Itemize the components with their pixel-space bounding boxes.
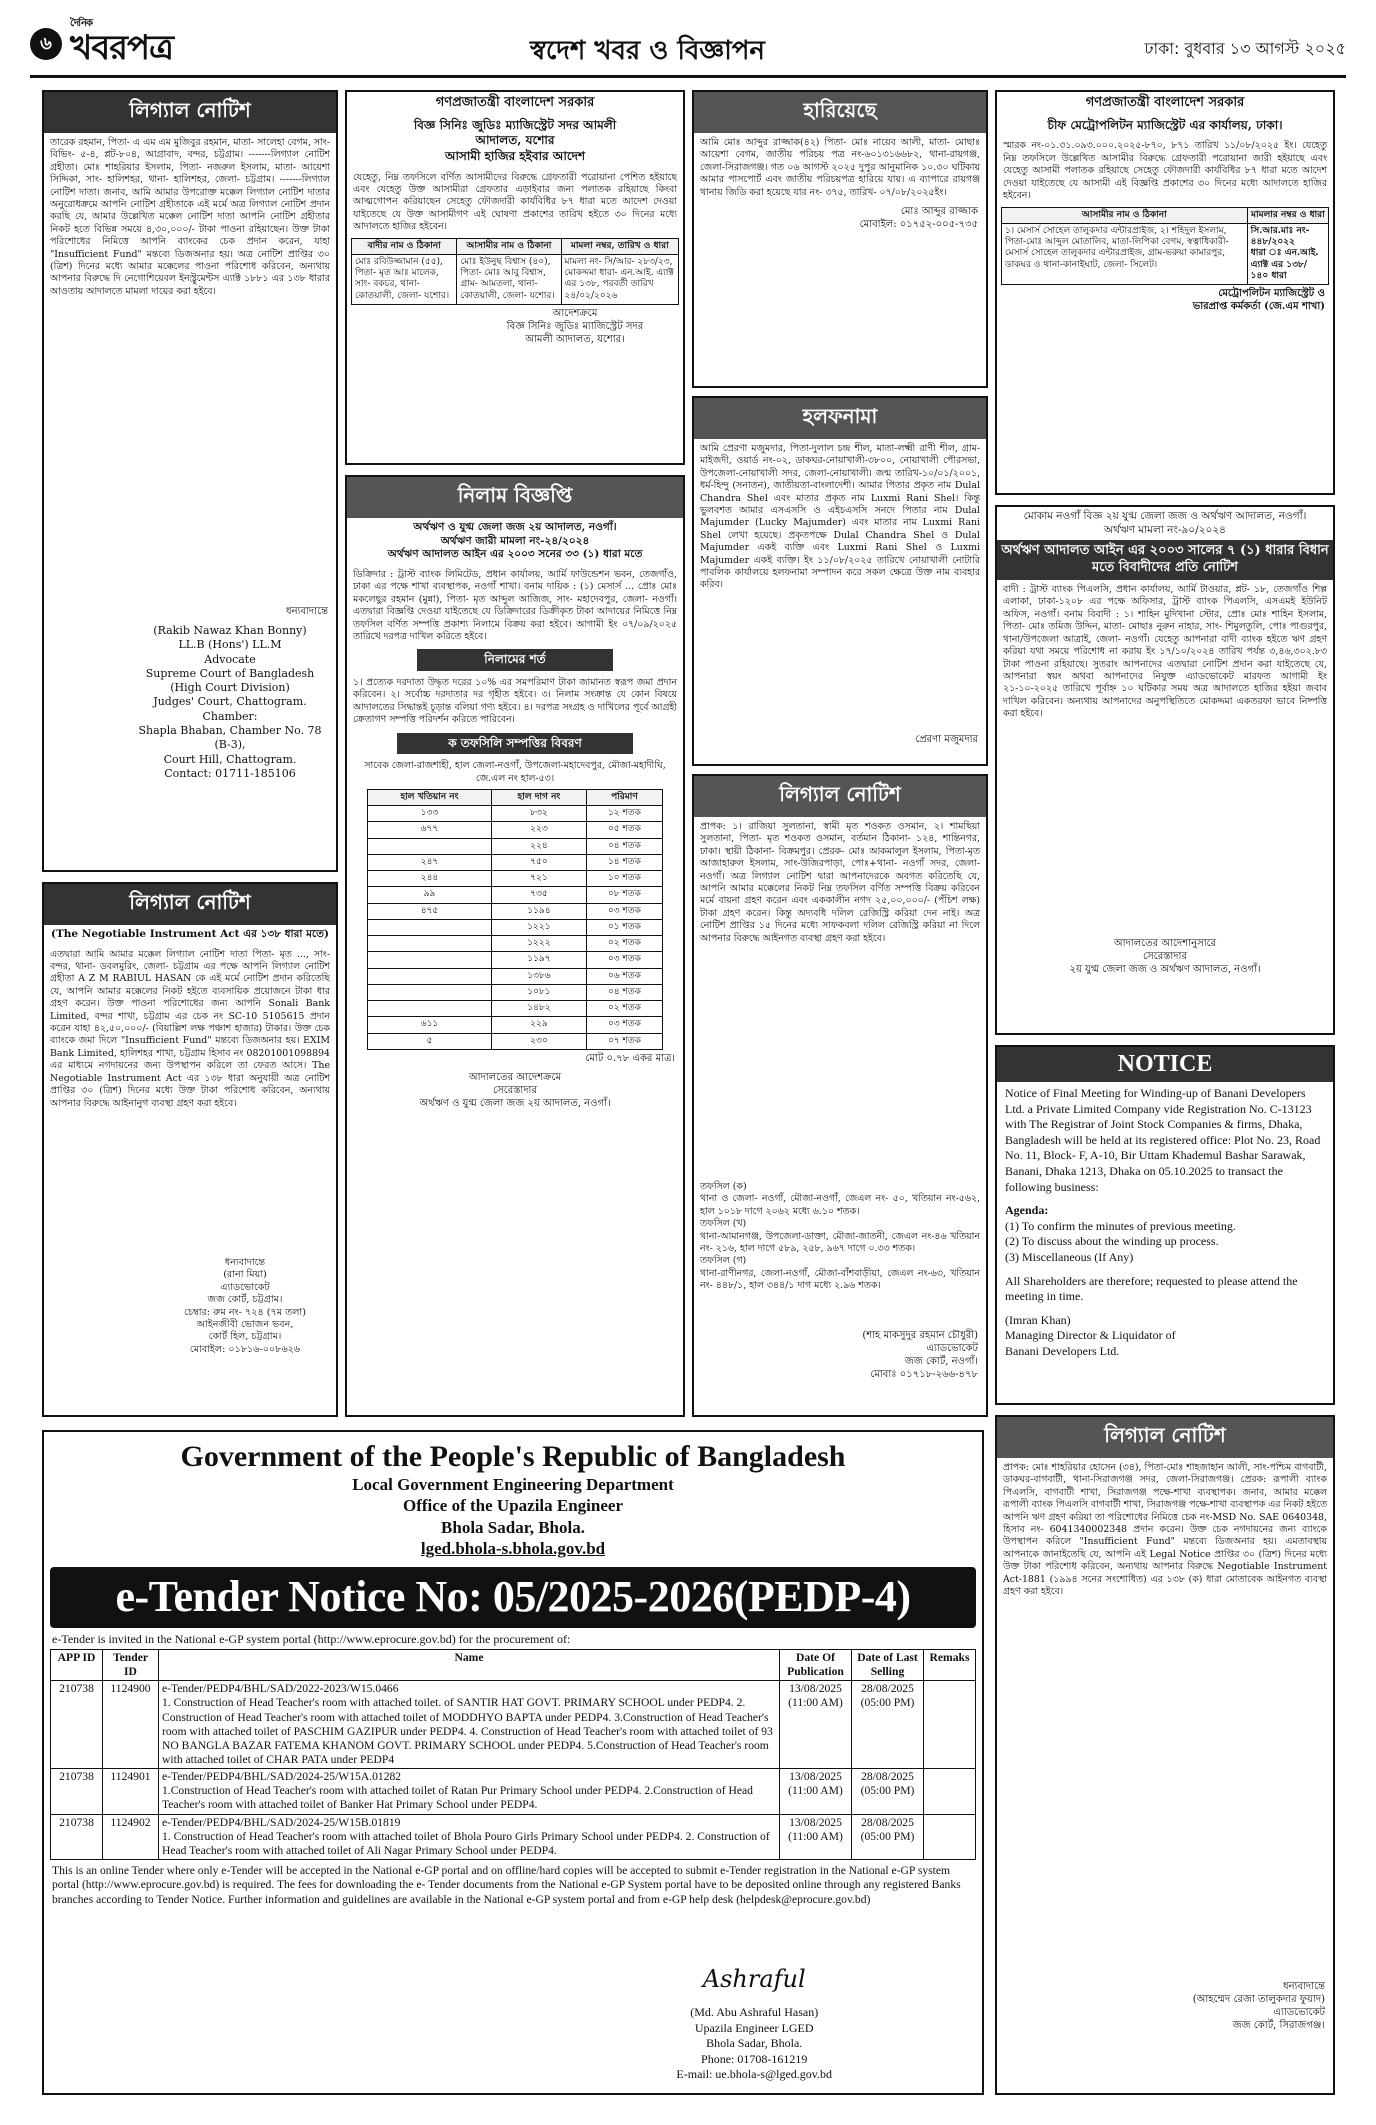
notice-title: NOTICE bbox=[997, 1047, 1333, 1082]
tender-intro: e-Tender is invited in the National e-GP system portal (http://www.eprocure.gov.bd) for the procurement of: bbox=[52, 1632, 571, 1646]
tender-header-name: Name bbox=[159, 1650, 780, 1681]
tender-cell-remarks bbox=[924, 1769, 976, 1814]
tender-gov-title: Government of the People's Republic of Bangladesh bbox=[180, 1440, 846, 1473]
schedule-header: পরিমাণ bbox=[586, 789, 662, 805]
schedule-cell: ০৮ শতক bbox=[586, 887, 662, 903]
tender-row bbox=[51, 1769, 976, 1814]
legal-notice-4-body: প্রাপক: মোঃ শাহরিয়ার হোসেন (৩৪), পিতা-মোঃ শাহজাহান আলী, সাং-পশ্চিম বাগবাটী, ডাকঘর-বাগবাটী, থানা-সিরাজগঞ্জ সদর, জেলা-সিরাজগঞ্জ। প্রেরক: রূপালী ব্যাংক পিএলসি, বাগবাটী শাখা, সিরাজগঞ্জ পক্ষে-শাখা ব্যবস্থাপক। জনাব, আমার মক্কেল রূপালী ব্যাংক পিএলসি বাগবাটী শাখা, সিরাজগঞ্জ পক্ষে-শাখা ব্যবস্থাপক এর নিকট হইতে আপনি ঋণ গ্রহণ করিয়া তা পরিশোধের নিমিত্তে চেক নং-MSD No. SAE 0640348, হিসাব নং- 6041340002348 প্রদান করেন। উক্ত চেক নগদায়নের জন্য ব্যাংকে উপস্থাপন করিলে "Insufficient Fund" মন্তব্যে ডিজঅনার হয়। এমতাবস্থায় আপনাকে জানাইতেছি যে, আপনি এই Legal Notice প্রাপ্তির ৩০ (ত্রিশ) দিনের মধ্যে উক্ত টাকা পরিশোধ করিবেন, অন্যথায় আপনার বিরুদ্ধে Negotiable Instrument Act-1881 (১৯৯৪ সনের সংশোধিত) এর ১৩৮ (ক) ধারা মোতাবেক আইনগত ব্যবস্থা গ্রহণ করা হইবে। bbox=[1003, 1462, 1327, 1598]
schedule-cell: ০৬ শতক bbox=[586, 968, 662, 984]
schedule-cell: ১৩৩ bbox=[368, 806, 492, 822]
legal-notice-1 bbox=[42, 90, 338, 872]
lost-notice-body: আমি মোঃ আব্দুর রাজ্জাক(৪২) পিতা- মোঃ নায়েব আলী, মাতা- মোছাঃ আয়েশা বেগম, জাতীয় পরিচয় পত্র নং-৬০১৩১৬৬৮২, থানা-রায়গঞ্জ, জেলা-সিরাজগঞ্জ। গত ০৬ আগস্ট ২০২৫ দুপুর আনুমানিক ১০.৩০ ঘটিকায় আমার পাসপোর্ট এবং জাতীয় পরিচয়পত্র হারিয়ে যায়। এ ব্যাপারে রায়গঞ্জ থানায় জিডি করা হয়েছে যার নং- ৩৭৫, তারিখ- ০৭/০৮/২০২৫ইং। bbox=[700, 137, 980, 198]
court-summons-signature: আদেশক্রমে বিজ্ঞ সিনিঃ জুডিঃ ম্যাজিস্ট্রেট সদর আমলী আদালত, যশোর। bbox=[506, 307, 644, 345]
schedule-cell bbox=[368, 984, 492, 1000]
tender-header-app-id: APP ID bbox=[51, 1650, 103, 1681]
tender-signature-block bbox=[676, 1965, 832, 2083]
schedule-row bbox=[368, 968, 663, 984]
auction-notice-subtitle: অর্থঋণ ও যুগ্ম জেলা জজ ২য় আদালত, নওগাঁ। অর্থঋণ জারী মামলা নং-২৪/২০২৪ অর্থঋণ আদালত আইন এর ২০০৩ সনের ৩৩ (১) ধারা মতে bbox=[387, 521, 643, 561]
auction-signature: আদালতের আদেশক্রমে সেরেস্তাদার অর্থঋণ ও যুগ্ম জেলা জজ ২য় আদালত, নওগাঁ। bbox=[419, 1071, 611, 1109]
dateline: ঢাকা: বুধবার ১৩ আগস্ট ২০২৫ bbox=[1144, 39, 1346, 58]
legal-notice-4-signature: ধন্যবাদান্তে (আহম্মেদ রেজা তালুকদার ফুয়াদ) এ্যাডভোকেট জজ কোর্ট, সিরাজগঞ্জ। bbox=[1192, 1981, 1325, 2031]
notice-tail: All Shareholders are therefore; requested to please attend the meeting in time. bbox=[1005, 1273, 1298, 1304]
masthead bbox=[30, 18, 1346, 78]
metro-table-cell: সি.আর.মাঃ নং- ৪৪৮/২০২২ ধারা ঃ এন.আই. এ্যাক্ট এর ১৩৮/ ১৪০ ধারা bbox=[1247, 223, 1328, 284]
schedule-cell: ০৪ শতক bbox=[586, 984, 662, 1000]
legal-notice-3-title: লিগ্যাল নোটিশ bbox=[694, 776, 986, 817]
tender-office: Office of the Upazila Engineer bbox=[402, 1496, 623, 1516]
schedule-cell: ০৩ শতক bbox=[586, 1017, 662, 1033]
metro-body: স্মারক নং-০১.৩১.০৯৩.০০০.২০২৫-৮৭০, ৮৭১ তারিখ ১১/০৮/২০২৫ ইং। যেহেতু নিম্ন তফসিলে উল্লেখিত আসামীর বিরুদ্ধে গ্রেফতারী পরোয়ানা জারী হইয়াছে এবং যেহেতু আসামী পলাতক রহিয়াছে সেহেতু ফৌজদারী কার্যবিধির ৮৭ ধারা মতে আদেশ দেওয়া যাইতেছে যে আসামী এই বিজ্ঞপ্তি প্রকাশের ৩০ দিনের মধ্যে আদালতে হাজির হইবেন। bbox=[1003, 140, 1327, 202]
notice-agenda-title: Agenda: bbox=[1005, 1203, 1049, 1218]
schedule-cell: ১২২২ bbox=[491, 936, 586, 952]
legal-notice-3-schedule: তফসিল (ক) থানা ও জেলা- নওগাঁ, মৌজা-নওগাঁ, জেএল নং- ৫০, খতিয়ান নং-৫৬২, হাল ১০১৮ দাগে ২০৬২ মধ্যে ৬.১০ শতক। তফসিল (খ) থানা-আমানগঞ্জ, উপজেলা-ডাক্তা, মৌজা-জাতনী, জেএল নং-৪৬ খতিয়ান নং- ২১৬, হাল দাগে ৫৮৯, ২৫৮, ৯৬৭ দাগে ০.৩৩ শতক। তফসিল (গ) থানা-রাণীনগর, জেলা-নওগাঁ, মৌজা-বাঁশবাড়ীয়া, জেএল নং-৬৩, খতিয়ান নং- ৪৪৮/১, হাল ৩৪৪/১ দাগ মধ্যে ২.৯৬ শতক। bbox=[700, 1181, 980, 1292]
legal-notice-4-title: লিগ্যাল নোটিশ bbox=[997, 1417, 1333, 1458]
court-summons bbox=[345, 90, 685, 465]
tender-cell-tender-id: 1124901 bbox=[103, 1769, 159, 1814]
schedule-cell: ১৪৮২ bbox=[491, 1001, 586, 1017]
schedule-row bbox=[368, 1033, 663, 1049]
tender-cell-name: e-Tender/PEDP4/BHL/SAD/2022-2023/W15.0466 1. Construction of Head Teacher's room with attached toilet. of SANTIR HAT GOVT. PRIMARY SCHOOL under PEDP4. 2. Construction of Head Teacher's room with attached toilet of MODDHYO BAPTA under PEDP4. 3.Construction of Head Teacher's room with attached toilet of PASCHIM GAZIPUR under PEDP4. 4. Construction of Head Teacher's room with attached toilet of 93 NO BANGLA BAZAR FATEMA KHANOM GOVT. PRIMARY SCHOOL under PEDP4. 5.Construction of Head Teacher's room with attached toilet of CHAR PATA under PEDP4 bbox=[159, 1681, 780, 1769]
schedule-row bbox=[368, 952, 663, 968]
artha-body: বাদী : ট্রাস্ট ব্যাংক পিএলসি, প্রধান কার্যালয়, আর্মি টাওয়ার, প্লট- ১৮, তেজগাঁও শিল্প এলাকা, ঢাকা-১২০৮ এর পক্ষে অফিসার, ট্রাস্ট ব্যাংক পিএলসি, এসএমই ইউনিট অফিস, নওগাঁ। বনাম বিবাদী : ১। শাহিন মুদিখানা স্টোর, প্রোঃ মোঃ শাহিন ইসলাম, পিতা- মোঃ তমিজ উদ্দিন, মাতা- মোছাঃ নুরুন নাহার, সাং- শিমুলতুলি, পোঃ পাগুরপুর, থানা/উপজেলা আত্রাই, জেলা- নওগাঁ। যেহেতু আপনারা বাদী ব্যাংক হইতে ঋণ গ্রহণ করিয়া যথা সময়ে পরিশোধ না করায় ইং ১৭/১০/২০২৪ তারিখ পর্যন্ত ৩,৪৬,৩০২.৮৩ টাকা পাওনা রহিয়াছে। সুতরাং আপনাদের এতদ্বারা নোটিশ প্রদান করা যাইতেছে যে, আপনারা স্বয়ং অথবা আপনাদের নিযুক্ত এ্যাডভোকেট মারফত আগামী ইং ২১-১০-২০২৫ তারিখে পূর্বাহ্ন ১০ ঘটিকার সময় অত্র আদালতে হাজির হইয়া জবাব দাখিল করিবেন। অন্যথায় আপনাদের অনুপস্থিতিতে মোকদ্দমা একতরফা ভাবে নিষ্পত্তি করা হইবে। bbox=[1003, 584, 1327, 720]
tender-cell-tender-id: 1124900 bbox=[103, 1681, 159, 1769]
tender-cell-app-id: 210738 bbox=[51, 1769, 103, 1814]
auction-notice bbox=[345, 475, 685, 1417]
notice-winding-up bbox=[995, 1045, 1335, 1405]
page-number: ৬ bbox=[30, 28, 62, 60]
legal-notice-3-signature: (শাহ মাকসুদুর রহমান চৌধুরী) এ্যাডভোকেট জজ কোর্ট, নওগাঁ। মোবাঃ ০১৭১৮-২৬৬-৪৭৮ bbox=[862, 1330, 978, 1380]
schedule-row bbox=[368, 936, 663, 952]
tender-cell-app-id: 210738 bbox=[51, 1681, 103, 1769]
schedule-cell: ০৪ শতক bbox=[586, 838, 662, 854]
schedule-cell: ১১৯৪ bbox=[491, 903, 586, 919]
schedule-cell: ৮৩২ bbox=[491, 806, 586, 822]
legal-notice-3 bbox=[692, 774, 988, 1417]
legal-notice-2 bbox=[42, 882, 338, 1417]
legal-notice-1-sig-label: ধন্যবাদান্তে bbox=[285, 606, 328, 617]
schedule-cell bbox=[368, 919, 492, 935]
schedule-cell bbox=[368, 838, 492, 854]
court-table-cell: মামলা নং- সি/আর- ২৮৩/২৩, মোকদ্দমা ধারা- এন.আই. এ্যাক্ট এর ১৩৮, পরবর্তী তারিখ ২৪/০২/২০২৬ bbox=[561, 254, 678, 304]
schedule-row bbox=[368, 919, 663, 935]
court-table-header: আসামীর নাম ও ঠিকানা bbox=[457, 238, 561, 254]
schedule-cell: ৪৭৫ bbox=[368, 903, 492, 919]
notice-agenda-item: (2) To discuss about the winding up process. bbox=[1005, 1234, 1219, 1249]
schedule-cell: ১২২১ bbox=[491, 919, 586, 935]
schedule-cell: ৯৯ bbox=[368, 887, 492, 903]
schedule-cell: ০৩ শতক bbox=[586, 952, 662, 968]
metro-table-cell: ১। মেসার্স সোহেল তালুকদার এন্টারপ্রাইজ, ২। শহিদুল ইসলাম, পিতা-মোঃ আব্দুল মোতালিব, মাতা-লিপিকা বেগম, স্বত্বাধিকারী- মেসার্স সোহেল তালুকদার এন্টারপ্রাইজ, গ্রাম-ভরুয়া কামারপুর, ডাকঘর ও থানা-কানাইঘাট, জেলা- সিলেট। bbox=[1002, 223, 1248, 284]
tender-cell-app-id: 210738 bbox=[51, 1814, 103, 1859]
notice-body: Notice of Final Meeting for Winding-up of Banani Developers Ltd. a Private Limited Company vide Registration No. C-13123 with The Registrar of Joint Stock Companies & firms, Dhaka, Bangladesh will be held at its registered office: Plot No. 23, Road No. 11, Block- F, A-10, Bir Uttam Khademul Bashar Sarawak, Banani, Dhaka 1213, Dhaka on 05.10.2025 to transact the following business: bbox=[1005, 1086, 1321, 1194]
legal-notice-1-signature: (Rakib Nawaz Khan Bonny) LL.B (Hons') LL.M Advocate Supreme Court of Bangladesh (High Court Division) Judges' Court, Chattogram. Chamber: Shapla Bhaban, Chamber No. 78 (B-3), Court Hill, Chattogram. Contact: 01711-185106 bbox=[138, 624, 322, 780]
schedule-cell: ১০৮১ bbox=[491, 984, 586, 1000]
schedule-cell: ১১৯৭ bbox=[491, 952, 586, 968]
affidavit-title: হলফনামা bbox=[694, 398, 986, 439]
artha-signature: আদালতের আদেশানুসারে সেরেস্তাদার ২য় যুগ্ম জেলা জজ ও অর্থঋণ আদালত, নওগাঁ। bbox=[1069, 938, 1261, 976]
tender-cell-last: 28/08/2025 (05:00 PM) bbox=[852, 1769, 924, 1814]
schedule-cell: ০৩ শতক bbox=[586, 903, 662, 919]
schedule-cell: ০২ শতক bbox=[586, 936, 662, 952]
metro-table bbox=[1001, 207, 1329, 286]
tender-cell-pub: 13/08/2025 (11:00 AM) bbox=[780, 1814, 852, 1859]
court-summons-table bbox=[351, 238, 679, 305]
schedule-cell: ০২ শতক bbox=[586, 1001, 662, 1017]
legal-notice-2-subtitle: (The Negotiable Instrument Act এর ১৩৮ ধারা মতে) bbox=[51, 928, 329, 940]
tender-location: Bhola Sadar, Bhola. bbox=[441, 1517, 585, 1537]
auction-terms: ১। প্রত্যেক দরদাতা উদ্ধৃত দরের ১০% এর সমপরিমাণ টাকা জামানত স্বরূপ জমা প্রদান করিবেন। ২। সর্বোচ্চ দরদাতার দর গৃহীত হইবে। ৩। নিলাম সংক্রান্ত যে কোন বিষয়ে আদালতের সিদ্ধান্তই চূড়ান্ত বলিয়া গণ্য হইবে। ৪। দরপত্র সংগ্রহ ও দাখিলের পূর্বে আগ্রহী ক্রেতাগণ সম্পত্তি পরিদর্শন করিতে পারিবেন। bbox=[353, 676, 677, 726]
tender-dept: Local Government Engineering Department bbox=[352, 1475, 674, 1494]
legal-notice-4 bbox=[995, 1415, 1335, 2095]
metro-table-header: আসামীর নাম ও ঠিকানা bbox=[1002, 207, 1248, 223]
schedule-header: হাল খতিয়ান নং bbox=[368, 789, 492, 805]
court-table-header: মামলা নম্বর, তারিখ ও ধারা bbox=[561, 238, 678, 254]
tender-table bbox=[50, 1649, 976, 1860]
schedule-cell: ১০ শতক bbox=[586, 871, 662, 887]
tender-header-publication: Date Of Publication bbox=[780, 1650, 852, 1681]
schedule-cell: ২২৩ bbox=[491, 822, 586, 838]
schedule-cell: ৫ bbox=[368, 1033, 492, 1049]
schedule-cell: ২২৪ bbox=[491, 838, 586, 854]
schedule-cell bbox=[368, 1001, 492, 1017]
tender-cell-last: 28/08/2025 (05:00 PM) bbox=[852, 1681, 924, 1769]
tender-header-remarks: Remaks bbox=[924, 1650, 976, 1681]
schedule-cell: ০৭ শতক bbox=[586, 1033, 662, 1049]
metro-subtitle: চীফ মেট্রোপলিটন ম্যাজিস্ট্রেট এর কার্যালয়, ঢাকা। bbox=[1047, 117, 1283, 132]
metro-title: গণপ্রজাতন্ত্রী বাংলাদেশ সরকার bbox=[1085, 95, 1245, 110]
tender-cell-remarks bbox=[924, 1814, 976, 1859]
schedule-cell: ১৩৮৬ bbox=[491, 968, 586, 984]
tender-cell-name: e-Tender/PEDP4/BHL/SAD/2024-25/W15A.01282 1.Construction of Head Teacher's room with attached toilet of Ratan Pur Primary School under PEDP4. 2.Construction of Head Teacher's room with attached toilet of Banker Hat Primary School under PEDP4. bbox=[159, 1769, 780, 1814]
legal-notice-2-title: লিগ্যাল নোটিশ bbox=[44, 884, 336, 925]
tender-cell-last: 28/08/2025 (05:00 PM) bbox=[852, 1814, 924, 1859]
notice-agenda-item: (3) Miscellaneous (If Any) bbox=[1005, 1249, 1134, 1264]
affidavit-notice bbox=[692, 396, 988, 766]
tender-cell-pub: 13/08/2025 (11:00 AM) bbox=[780, 1681, 852, 1769]
tender-signature: (Md. Abu Ashraful Hasan) Upazila Engineer LGED Bhola Sadar, Bhola. Phone: 01708-161219 E-mail: ue.bhola-s@lged.gov.bd bbox=[676, 2005, 832, 2082]
tender-website-link[interactable]: lged.bhola-s.bhola.gov.bd bbox=[420, 1538, 606, 1558]
schedule-row bbox=[368, 1017, 663, 1033]
newspaper-logo bbox=[70, 18, 174, 79]
schedule-row bbox=[368, 903, 663, 919]
e-tender-notice bbox=[42, 1430, 984, 2095]
court-summons-title: গণপ্রজাতন্ত্রী বাংলাদেশ সরকার bbox=[435, 95, 595, 110]
affidavit-signature: প্রেরণা মজুমদার bbox=[915, 734, 978, 745]
artha-rin-notice bbox=[995, 505, 1335, 1035]
legal-notice-2-body: এতদ্বারা আমি আমার মক্কেল লিগ্যাল নোটিশ দাতা পিতা- মৃত ..., সাং- বন্দর, থানা- ডবলমুরিং, জেলা- চট্টগ্রাম এর পক্ষে আপনি লিগ্যাল নোটিশ গ্রহীতা A Z M RABIUL HASAN কে এই মর্মে নোটিশ প্রদান করিতেছি যে, আপনি আমার মক্কেলের নিকট হইতে ব্যবসায়িক প্রয়োজনে টাকা ধার গ্রহণ করেন। উক্ত পাওনা পরিশোধের জন্য আপনি Sonali Bank Limited, বন্দর শাখা, চট্টগ্রাম এর চেক নং SC-10 5105615 প্রদান করেন যাহা ৪২,৫০,০০০/- (বিয়াল্লিশ লক্ষ পঞ্চাশ হাজার) টাকার। উক্ত চেক ব্যাংকে জমা দিলে "Insufficient Fund" মন্তব্যে ডিজঅনার হয়। EXIM Bank Limited, হালিশহর শাখা, চট্টগ্রাম হিসাব নং 08201001098894 এর মাধ্যমে নগদায়নের জন্য উপস্থাপন করিলে তা ফেরত আসে। The Negotiable Instrument Act এর ১৩৮ ধারা অনুযায়ী অত্র নোটিশ প্রাপ্তির ৩০ (ত্রিশ) দিনের মধ্যে উক্ত টাকা পরিশোধ করিবেন, অন্যথায় আপনার বিরুদ্ধে আইনানুগ ব্যবস্থা গ্রহণ করা হইবে। bbox=[50, 948, 330, 1109]
schedule-cell: ২২৯ bbox=[491, 1017, 586, 1033]
tender-cell-tender-id: 1124902 bbox=[103, 1814, 159, 1859]
schedule-title: ক তফসিলি সম্পত্তির বিবরণ bbox=[397, 733, 633, 755]
schedule-cell: ২৪৭ bbox=[368, 854, 492, 870]
schedule-cell: ৭৫০ bbox=[491, 854, 586, 870]
schedule-row bbox=[368, 984, 663, 1000]
lost-notice-title: হারিয়েছে bbox=[694, 92, 986, 133]
schedule-cell: ০১ শতক bbox=[586, 919, 662, 935]
court-table-cell: মোঃ রবিউজ্জামান (৫৫), পিতা- মৃত আঃ মালেক, সাং- বকচর, থানা- কোতয়ালী, জেলা- যশোর। bbox=[352, 254, 457, 304]
tender-footer: This is an online Tender where only e-Tender will be accepted in the National e-GP portal and on offline/hard copies will be accepted to submit e-Tender registration in the National e-GP system portal (http://www.eprocure.gov.bd) is required. The fees for downloading the e- Tender documents from the National e-GP System portal have to be deposited online through any registered Banks branches according to Tender Notice. Further information and guidelines are available in the National e-GP system portal and from e-GP help desk (helpdesk@eprocure.gov.bd) bbox=[52, 1863, 961, 1906]
metro-signature: মেট্রোপলিটন ম্যাজিস্ট্রেট ও ভারপ্রাপ্ত কর্মকর্তা (জে.এম শাখা) bbox=[1192, 288, 1325, 313]
schedule-row bbox=[368, 1001, 663, 1017]
legal-notice-1-body: তারেক রহমান, পিতা- এ এম এম মুজিবুর রহমান, মাতা- সালেহা বেগম, সাং- বিভিং- ৫-৪, প্লট-৮০৪, আগ্রাবাদ, বন্দর, চট্টগ্রাম। -------লিগ্যাল নোটিশ গ্রহীতা। মোঃ শাহরিয়ার ইসলাম, পিতা- নজরুল ইসলাম, মাতা- আয়েশা সিদ্দিকা, সাং- হালিশহর, থানা- হালিশহর, জেলা- চট্টগ্রাম। -------লিগ্যাল নোটিশ দাতা। জনাব, আমি আমার উপরোক্ত মক্কেল লিগ্যাল নোটিশ দাতার অনুরোধক্রমে আপনি নোটিশ গ্রহীতাকে এই মর্মে অত্র লিগ্যাল নোটিশ প্রদান করছি যে, আমার উল্লেখিত মক্কেল নোটিশ দাতা আপনি নোটিশ গ্রহীতার নিকট হতে বিভিন্ন সময়ে ৪,৩০,০০০/- টাকা পাওনা রহিয়াছেন। উক্ত টাকা পরিশোধের নিমিত্তে আপনি ব্যাংকের চেক প্রদান করেন, যাহা "Insufficient Fund" মন্তব্যে ডিজঅনার হয়। অত্র নোটিশ প্রাপ্তির ৩০ (ত্রিশ) দিনের মধ্যে আমার মক্কেলের পাওনা পরিশোধ করিবেন, অন্যথায় আপনার বিরুদ্ধে দি নেগোশিয়েবল ইনস্ট্রুমেন্টস এ্যাক্ট ১৮৮১ এর ১৩৮ ধারার আওতায় আদালতে মামলা দায়ের করা হইবে। bbox=[50, 137, 330, 297]
tender-notice-number: e-Tender Notice No: 05/2025-2026(PEDP-4) bbox=[50, 1567, 976, 1628]
artha-title: অর্থঋণ আদালত আইন এর ২০০৩ সালের ৭ (১) ধারার বিধান মতে বিবাদীদের প্রতি নোটিশ bbox=[997, 540, 1333, 580]
tender-header-tender-id: Tender ID bbox=[103, 1650, 159, 1681]
legal-notice-3-body: প্রাপক: ১। রাজিয়া সুলতানা, স্বামী মৃত শওকত ওসমান, ২। শামছিয়া সুলতানা, পিতা- মৃত শওকত ওসমান, বর্তমান ঠিকানা- ১২৪, শান্তিনগর, ঢাকা। স্থায়ী ঠিকানা- বিক্রমপুর। প্রেরক- মোঃ আকমালুল ইসলাম, পিতা-মৃত আজাহারুল ইসলাম, সাং-উজিরপাড়া, পোঃ+থানা- নওগাঁ সদর, জেলা- নওগাঁ। অত্র লিগ্যাল নোটিশ দ্বারা আপনাদেরকে অবগত করিতেছি যে, আপনি আমার মক্কেলের নিকট নিম্ন তফসিল বর্ণিত সম্পত্তি বিক্রয় করিবেন মর্মে বায়না গ্রহণ করেন এবং এককালীন নগদ ২৫,০০,০০০/- (পঁচিশ লক্ষ) টাকা গ্রহণ করেন। কিন্তু অদ্যবধি দলিল রেজিস্ট্রি করিয়া দেন নাই। অত্র নোটিশ প্রাপ্তির ১৫ দিনের মধ্যে সাফকবলা দলিল রেজিস্ট্রি করিয়া না দিলে আপনার বিরুদ্ধে আইনগত ব্যবস্থা গ্রহণ করা হইবে। bbox=[700, 821, 980, 944]
schedule-cell: ২৪৪ bbox=[368, 871, 492, 887]
court-summons-body: যেহেতু, নিম্ন তফসিলে বর্ণিত আসামীদের বিরুদ্ধে গ্রেফতারী পরোয়ানা পেশিত হইয়াছে এবং যেহেতু উক্ত আসামীরা গ্রেফতার এড়াইবার জন্য পলাতক রহিয়াছে কিংবা আত্মগোপন করিয়াছেন সেহেতু ফৌজদারী কার্যবিধির ৮৭ ধারা মতে আদেশ দেওয়া যাইতেছে যে উক্ত আসামীগণ এই ঘোষণা প্রকাশের তারিখ হইতে ৩০ দিনের মধ্যে আদালতে হাজির হইবেন। bbox=[353, 171, 677, 233]
schedule-cell: ৬৭৭ bbox=[368, 822, 492, 838]
schedule-cell: ০৫ শতক bbox=[586, 822, 662, 838]
lost-notice-signature: মোঃ আব্দুর রাজ্জাক মোবাইল: ০১৭৫২-০০৫-৭৩৫ bbox=[859, 206, 978, 231]
court-table-cell: মোঃ ইউনুছ বিশ্বাস (৪০), পিতা- মোঃ আবু বিশ্বাস, গ্রাম- আমতলা, থানা- কোতয়ালী, জেলা- যশোর। bbox=[457, 254, 561, 304]
tender-cell-remarks bbox=[924, 1681, 976, 1769]
schedule-total: মোট ০.৭৮ একর মাত্র। bbox=[585, 1052, 675, 1064]
affidavit-body: আমি প্রেরণা মজুমদার, পিতা-দুলাল চন্দ্র শীল, মাতা-লক্ষ্মী রাণী শীল, গ্রাম-মাইজদী, ওয়ার্ড নং-০২, ডাকঘর-নোয়াখালী-৩৮০০, নোয়াখালী পৌরসভা, উপজেলা-নোয়াখালী সদর, জেলা-নোয়াখালী। জন্ম তারিখ-১০/০১/২০০১, ধর্ম-হিন্দু (সনাতন), জাতীয়তা-বাংলাদেশী। আমার পিতার প্রকৃত নাম Dulal Chandra Shel এবং মাতার প্রকৃত নাম Luxmi Rani Shel। কিন্তু ভুলবশত আমার এসএসসি ও এইচএসসি সনদে পিতার নাম Dulal Majumder (Lucky Majumder) এবং মাতার নাম Luxmi Rani Shel লেখা হয়েছে। প্রকৃতপক্ষে Dulal Chandra Shel ও Dulal Majumder একই ব্যক্তি এবং Luxmi Rani Shel ও Luxmi Majumder একই ব্যক্তি। ইং ১১/০৮/২০২৫ তারিখে নোয়াখালী নোটারি পাবলিক কার্যালয়ে হলফনামা সম্পাদন করে সকল ক্ষেত্রে উক্ত নাম ব্যবহার করিব। bbox=[700, 443, 980, 591]
schedule-cell: ৬১১ bbox=[368, 1017, 492, 1033]
legal-notice-1-title: লিগ্যাল নোটিশ bbox=[44, 92, 336, 133]
section-title: স্বদেশ খবর ও বিজ্ঞাপন bbox=[530, 36, 765, 66]
court-summons-subtitle: বিজ্ঞ সিনিঃ জুডিঃ ম্যাজিস্ট্রেট সদর আমলী আদালত, যশোর আসামী হাজির হইবার আদেশ bbox=[413, 117, 617, 164]
schedule-cell: ১৪ শতক bbox=[586, 854, 662, 870]
brand-small: দৈনিক bbox=[70, 18, 93, 29]
tender-cell-name: e-Tender/PEDP4/BHL/SAD/2024-25/W15B.01819 1. Construction of Head Teacher's room with attached toilet of Bhola Pouro Girls Primary School under PEDP4. 2. Construction of Head Teacher's room with attached toilet of Ali Nagar Primary School under PEDP4. bbox=[159, 1814, 780, 1859]
schedule-cell: ৭২১ bbox=[491, 871, 586, 887]
schedule-cell: ৭৩৫ bbox=[491, 887, 586, 903]
schedule-cell bbox=[368, 968, 492, 984]
legal-notice-2-signature: ধন্যবাদান্তে (রানা মিয়া) এ্যাডভোকেট জজ কোর্ট, চট্টগ্রাম। চেম্বার: রুম নং- ৭২৪ (৭ম তলা) আইনজীবী ভোজন ভবন, কোর্ট হিল, চট্টগ্রাম। মোবাইল: ০১৮১৬-০০৮৬২৬ bbox=[184, 1256, 306, 1355]
schedule-cell bbox=[368, 952, 492, 968]
schedule-cell bbox=[368, 936, 492, 952]
schedule-row bbox=[368, 838, 663, 854]
notice-signature: (Imran Khan) Managing Director & Liquidator of Banani Developers Ltd. bbox=[1005, 1312, 1176, 1358]
schedule-header: হাল দাগ নং bbox=[491, 789, 586, 805]
schedule-cell: ২৩০ bbox=[491, 1033, 586, 1049]
schedule-caption: সাবেক জেলা-রাজশাহী, হাল জেলা-নওগাঁ, উপজেলা-মহাদেবপুর, মৌজা-মহাদীঘি, জে.এল নং হাল-৫৩। bbox=[364, 760, 666, 784]
metro-table-header: মামলার নম্বর ও ধারা bbox=[1247, 207, 1328, 223]
schedule-row bbox=[368, 871, 663, 887]
tender-header-last-selling: Date of Last Selling bbox=[852, 1650, 924, 1681]
schedule-row bbox=[368, 887, 663, 903]
tender-row bbox=[51, 1681, 976, 1769]
tender-cell-pub: 13/08/2025 (11:00 AM) bbox=[780, 1769, 852, 1814]
schedule-row bbox=[368, 854, 663, 870]
brand-name: খবরপত্র bbox=[70, 28, 174, 68]
tender-signature-scrawl: Ashraful bbox=[702, 1965, 806, 1994]
metro-summons bbox=[995, 90, 1335, 495]
tender-row bbox=[51, 1814, 976, 1859]
schedule-cell: ১২ শতক bbox=[586, 806, 662, 822]
auction-terms-title: নিলামের শর্ত bbox=[417, 649, 613, 671]
auction-notice-title: নিলাম বিজ্ঞপ্তি bbox=[347, 477, 683, 518]
artha-header: মোকাম নওগাঁ বিজ্ঞ ২য় যুগ্ম জেলা জজ ও অর্থঋণ আদালত, নওগাঁ। অর্থঋণ মামলা নং-৯০/২০২৪ bbox=[1023, 510, 1307, 536]
schedule-row bbox=[368, 822, 663, 838]
notice-agenda-item: (1) To confirm the minutes of previous meeting. bbox=[1005, 1218, 1236, 1233]
court-table-header: বাদীর নাম ও ঠিকানা bbox=[352, 238, 457, 254]
schedule-row bbox=[368, 806, 663, 822]
lost-notice bbox=[692, 90, 988, 388]
schedule-table bbox=[367, 789, 663, 1050]
auction-notice-body: ডিক্রিদার : ট্রাস্ট ব্যাংক লিমিটেড, প্রধান কার্যালয়, আর্মি ফাউন্ডেশন ভবন, তেজগাঁও, ঢাকা এর পক্ষে শাখা ব্যবস্থাপক, নওগাঁ শাখা। বনাম দায়িক : (১) মেসার্স ... প্রোঃ মোঃ মকলেছুর রহমান (মুন্না), পিতা- মৃত আব্দুল আজিজ, সাং- মহাদেবপুর, জেলা- নওগাঁ। এতদ্বারা বিজ্ঞপ্তি দেওয়া যাইতেছে যে ডিক্রিদারের ডিক্রীকৃত টাকা আদায়ের নিমিত্তে নিম্ন তফসিল বর্ণিত সম্পত্তি প্রকাশ্য নিলামে বিক্রয় করা হইবে। আগামী ইং ০৭/০৯/২০২৫ তারিখে দরপত্র দাখিল করিতে হইবে। bbox=[353, 568, 677, 642]
